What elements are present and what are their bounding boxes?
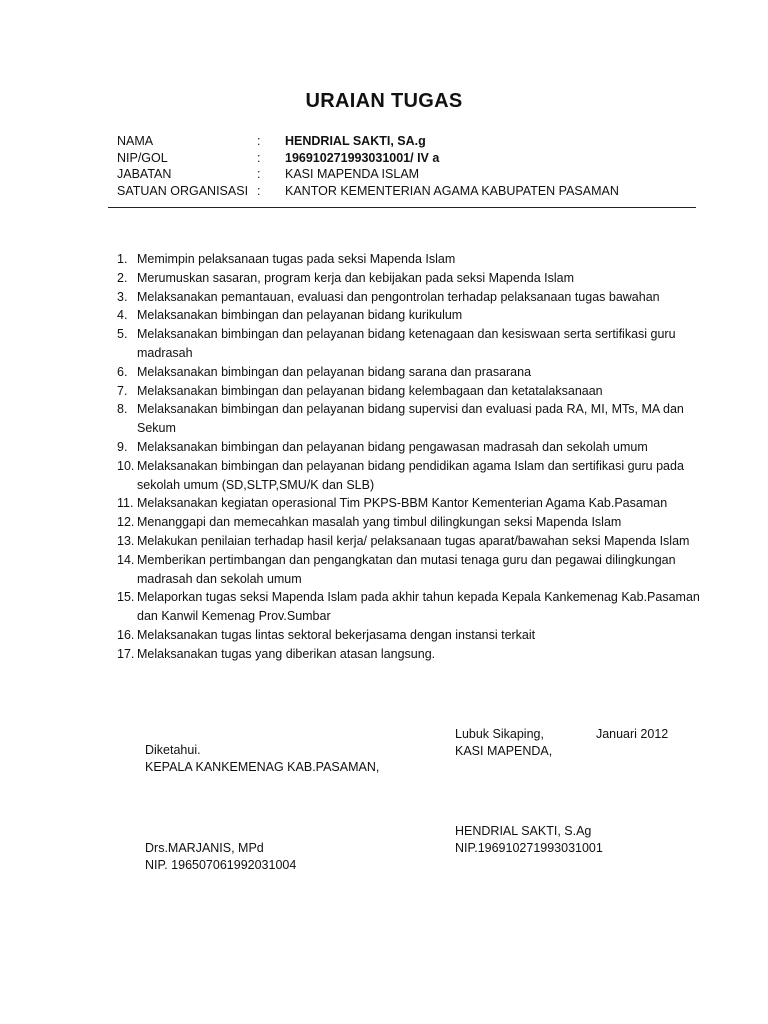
task-text: Melaksanakan bimbingan dan pelayanan bidang pendidikan agama Islam dan sertifikasi guru pada sekolah umum (SD,SLTP,SMU/K dan SLB) [137,458,684,492]
info-value: KASI MAPENDA ISLAM [285,167,420,181]
task-text: Melaksanakan bimbingan dan pelayanan bidang supervisi dan evaluasi pada RA, MI, MTs, MA dan Sekum [137,402,684,436]
header-divider [108,207,696,208]
task-number: 7. [117,383,128,398]
signature-block-right [455,726,668,857]
place-label: Lubuk Sikaping, [455,727,544,741]
document-title: URAIAN TUGAS [305,90,463,112]
list-item [117,363,707,382]
info-label: NIP/GOL [117,150,168,165]
task-text: Merumuskan sasaran, program kerja dan kebijakan pada seksi Mapenda Islam [137,270,575,285]
signer-nip: NIP.196910271993031001 [455,841,603,855]
info-colon: : [257,167,261,181]
info-value: HENDRIAL SAKTI, SA.g [285,134,426,148]
task-number: 10. [117,458,135,473]
task-text: Melaporkan tugas seksi Mapenda Islam pada akhir tahun kepada Kepala Kankemenag Kab.Pasaman dan Kanwil Kemenag Prov.Sumbar [137,590,700,624]
task-text: Melakukan penilaian terhadap hasil kerja/ pelaksanaan tugas aparat/bawahan seksi Mapenda Islam [137,533,690,548]
list-item [117,532,707,551]
task-number: 12. [117,515,135,530]
place-date [455,726,668,743]
list-item [117,645,707,664]
signer-name: Drs.MARJANIS, MPd [145,841,264,855]
task-text: Melaksanakan bimbingan dan pelayanan bidang ketenagaan dan kesiswaan serta sertifikasi guru madrasah [137,327,676,360]
signer-position: KASI MAPENDA, [455,744,553,758]
info-colon: : [257,183,261,198]
list-item [117,551,707,589]
list-item [117,513,707,532]
task-number: 9. [117,439,128,454]
task-text: Memimpin pelaksanaan tugas pada seksi Mapenda Islam [137,252,456,266]
task-number: 3. [117,289,128,304]
task-text: Menanggapi dan memecahkan masalah yang timbul dilingkungan seksi Mapenda Islam [137,515,622,530]
task-number: 2. [117,270,128,285]
task-text: Memberikan pertimbangan dan pengangkatan dan mutasi tenaga guru dan pegawai dilingkungan madrasah dan sekolah umum [137,552,676,586]
task-text: Melaksanakan bimbingan dan pelayanan bidang kurikulum [137,308,463,323]
list-item [117,400,707,438]
task-number: 6. [117,364,128,379]
info-label: SATUAN ORGANISASI [117,183,249,198]
task-number: 5. [117,327,128,342]
task-text: Melaksanakan bimbingan dan pelayanan bidang sarana dan prasarana [137,364,532,379]
list-item [117,382,707,401]
info-value: 196910271993031001/ IV a [285,150,440,165]
task-list [117,250,707,664]
list-item [117,306,707,325]
signer-name: HENDRIAL SAKTI, S.Ag [455,824,592,838]
list-item [117,288,707,307]
task-number: 13. [117,533,135,548]
list-item [117,494,707,513]
date-label: Januari 2012 [595,727,669,741]
task-text: Melaksanakan bimbingan dan pelayanan bidang kelembagaan dan ketatalaksanaan [137,383,603,398]
info-colon: : [257,150,261,165]
task-text: Melaksanakan tugas lintas sektoral bekerjasama dengan instansi terkait [137,627,536,642]
info-label: JABATAN [117,167,172,181]
info-value: KANTOR KEMENTERIAN AGAMA KABUPATEN PASAMAN [285,183,619,198]
task-text: Melaksanakan tugas yang diberikan atasan langsung. [137,646,436,661]
employee-info [117,133,619,199]
acknowledged-label: Diketahui. [145,743,201,757]
info-row-organization [117,183,619,200]
task-number: 16. [117,627,135,642]
list-item [117,325,707,363]
task-text: Melaksanakan pemantauan, evaluasi dan pengontrolan terhadap pelaksanaan tugas bawahan [137,289,660,304]
list-item [117,250,707,269]
task-number: 14. [117,552,135,567]
info-row-nip [117,150,619,167]
list-item [117,438,707,457]
info-row-position [117,166,619,183]
list-item [117,457,707,495]
task-text: Melaksanakan kegiatan operasional Tim PKPS-BBM Kantor Kementerian Agama Kab.Pasaman [137,496,668,511]
list-item [117,269,707,288]
info-colon: : [257,134,261,148]
task-number: 8. [117,402,128,417]
task-number: 1. [117,252,128,266]
task-text: Melaksanakan bimbingan dan pelayanan bidang pengawasan madrasah dan sekolah umum [137,439,648,454]
signer-nip: NIP. 196507061992031004 [145,858,297,872]
task-number: 17. [117,646,135,661]
signature-block-left [145,742,379,874]
task-number: 11. [117,496,134,511]
info-label: NAMA [117,134,154,148]
list-item [117,626,707,645]
list-item [117,588,707,626]
signer-position: KEPALA KANKEMENAG KAB.PASAMAN, [145,760,380,774]
info-row-name [117,133,619,150]
task-number: 15. [117,590,135,605]
task-number: 4. [117,308,128,323]
